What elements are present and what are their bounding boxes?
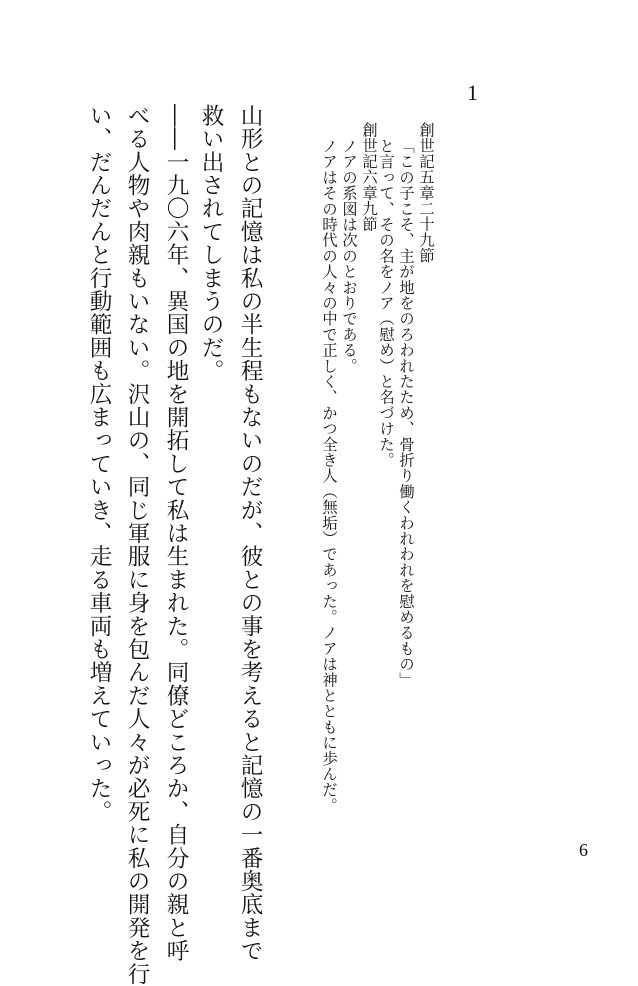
- body-text-line: い、だんだんと行動範囲も広まっていき、走る車両も増えていった。: [86, 104, 112, 824]
- epigraph-quote-line: ノアはその時代の人々の中で正しく、かつ全き人（無垢）であった。ノアは神とともに歩んだ。: [320, 138, 338, 814]
- body-text-line: 山形との記憶は私の半生程もないのだが、彼との事を考えると記憶の一番奥底まで: [237, 104, 263, 963]
- body-text-line: 救い出されてしまうのだ。: [198, 104, 224, 383]
- page-number: 6: [579, 840, 588, 860]
- body-text-line: べる人物や肉親もいない。沢山の、同じ軍服に身を包んだ人々が必死に私の開発を行: [124, 104, 150, 986]
- epigraph-quote-line: 「この子こそ、主が地をのろわれたため、骨折り働くわれわれを慰めるもの」: [397, 138, 415, 688]
- body-text-line: ――一九〇六年、異国の地を開拓して私は生まれた。同僚どころか、自分の親と呼: [163, 104, 189, 963]
- epigraph-source-genesis-6-9: 創世記六章九節: [360, 122, 378, 232]
- chapter-number: 1: [467, 80, 478, 105]
- epigraph-quote-line: ノアの系図は次のとおりである。: [340, 138, 358, 374]
- epigraph-source-genesis-5-29: 創世記五章二十九節: [417, 122, 435, 264]
- epigraph-quote-line: と言って、その名をノア（慰め）と名づけた。: [377, 138, 395, 468]
